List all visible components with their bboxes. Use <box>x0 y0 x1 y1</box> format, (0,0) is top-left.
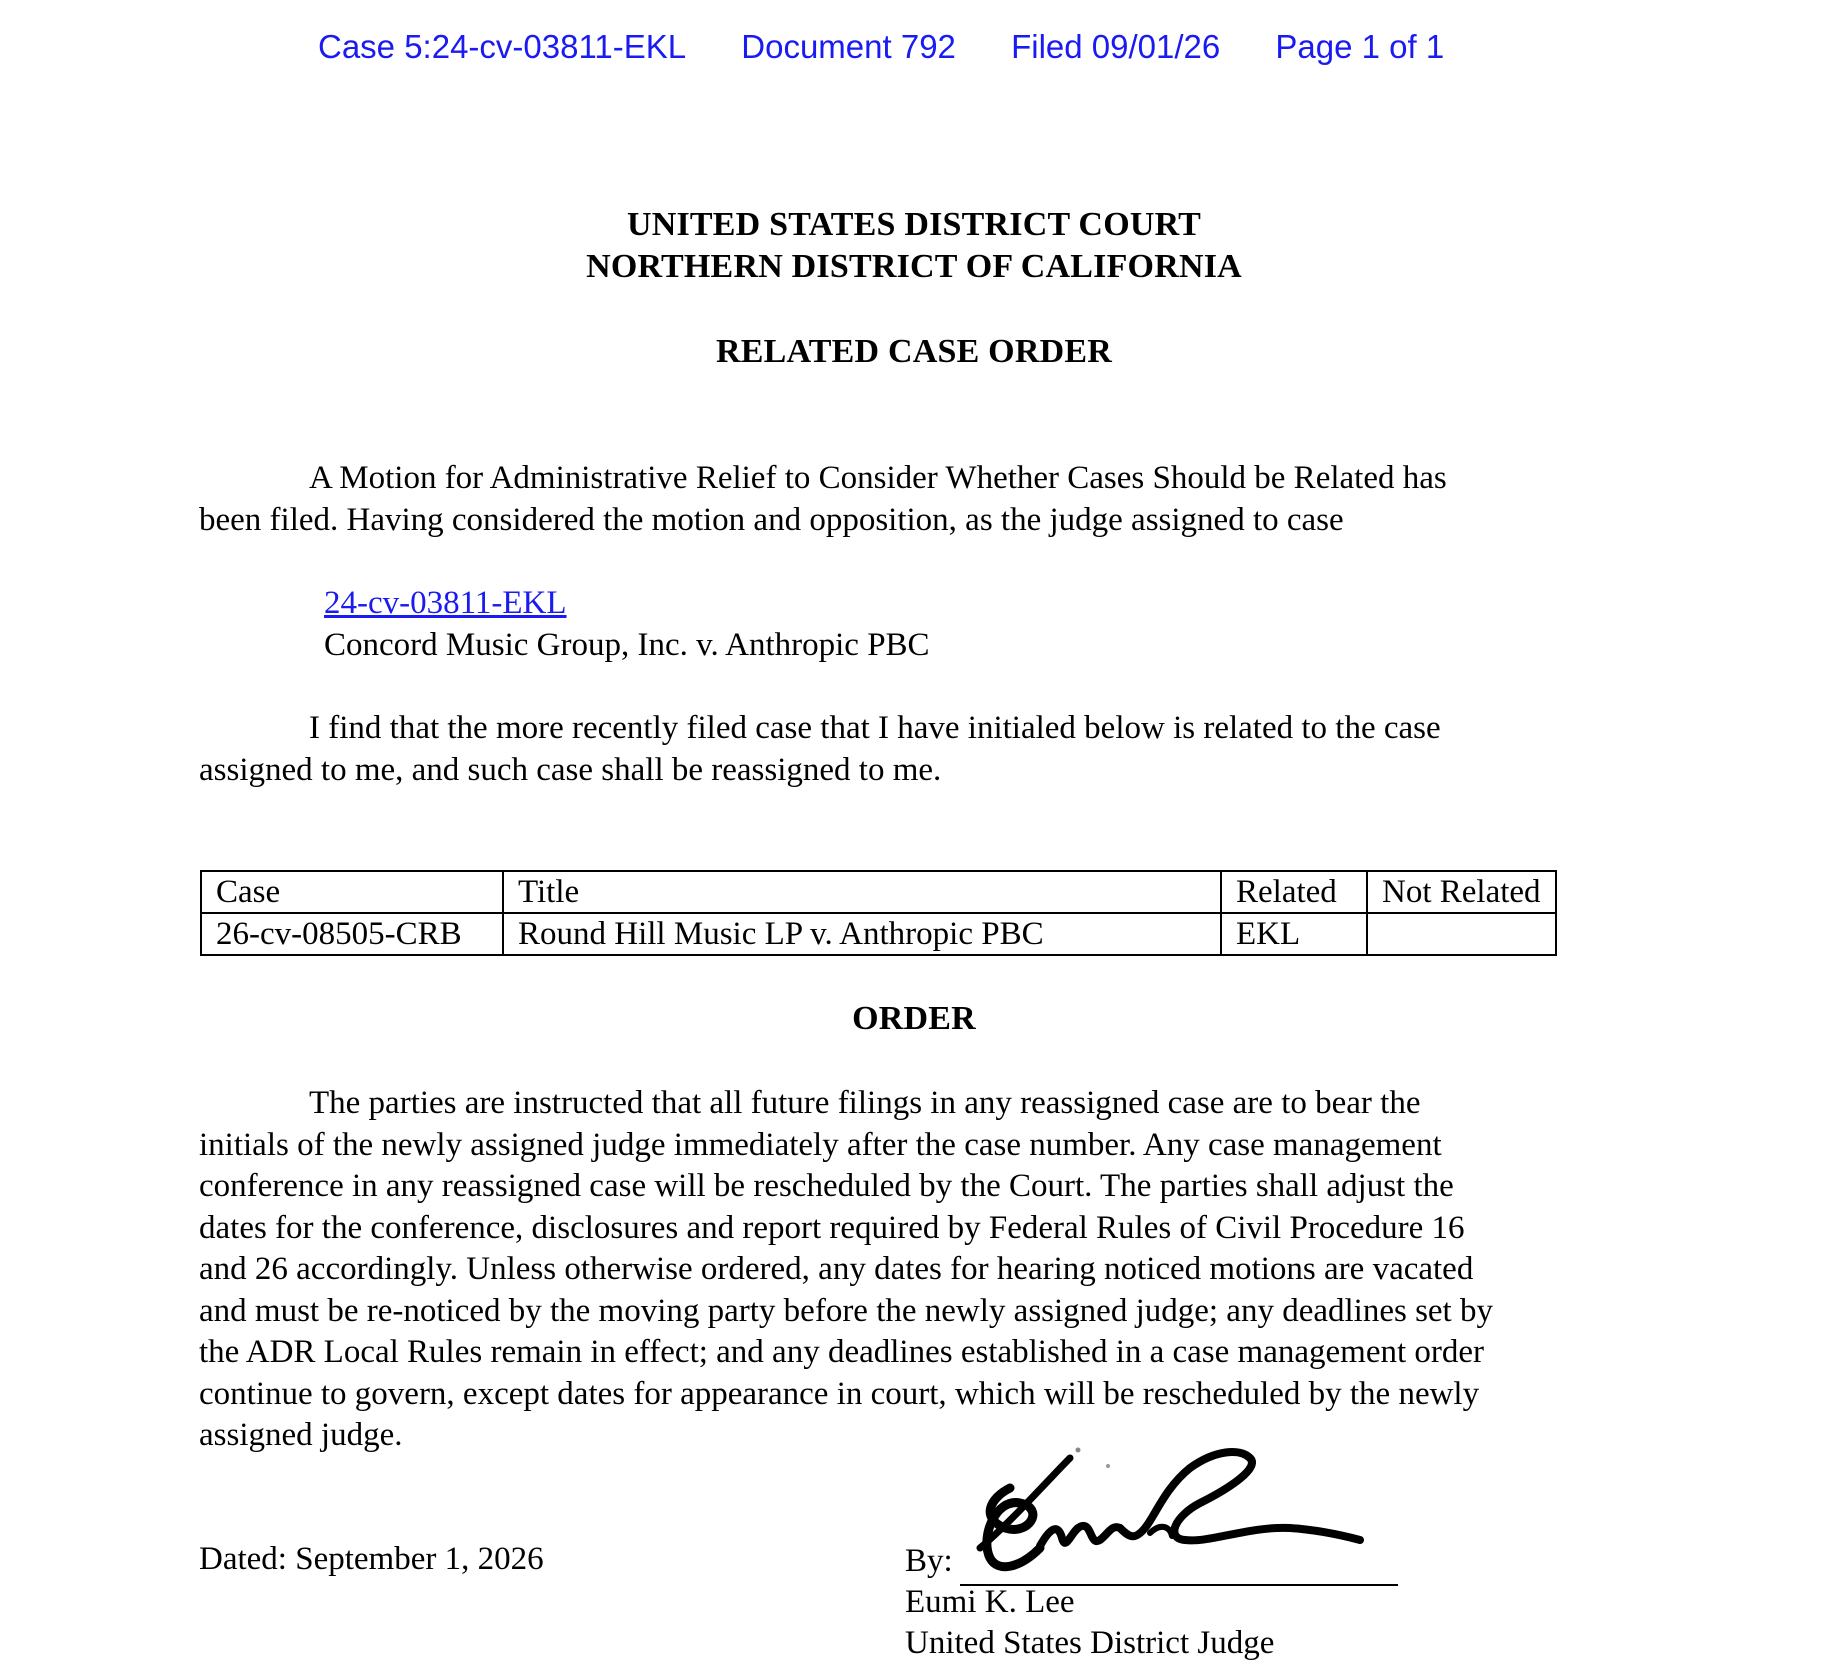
finding-paragraph <box>199 708 1619 791</box>
ecf-header-stamp <box>318 28 1444 66</box>
finding-line-1: I find that the more recently filed case that I have initialed below is related to the case <box>309 710 1441 746</box>
order-line-8: continue to govern, except dates for appearance in court, which will be rescheduled by the newly <box>199 1375 1480 1412</box>
order-line-7: the ADR Local Rules remain in effect; and any deadlines established in a case management order <box>199 1334 1485 1370</box>
row-case-title: Round Hill Music LP v. Anthropic PBC <box>503 913 1221 955</box>
order-heading: ORDER <box>852 1000 976 1037</box>
document-title: RELATED CASE ORDER <box>716 333 1112 370</box>
judge-title: United States District Judge <box>905 1625 1275 1661</box>
dated-line: Dated: September 1, 2026 <box>199 1541 544 1577</box>
related-case-table <box>200 870 1557 956</box>
header-case-number: Case 5:24-cv-03811-EKL <box>318 28 687 65</box>
order-line-5: and 26 accordingly. Unless otherwise ordered, any dates for hearing noticed motions are vacated <box>199 1251 1474 1287</box>
header-related: Related <box>1221 871 1367 913</box>
order-line-4: dates for the conference, disclosures and report required by Federal Rules of Civil Procedure 16 <box>199 1209 1465 1246</box>
judge-name: Eumi K. Lee <box>905 1584 1075 1620</box>
signature-block <box>905 1541 1274 1664</box>
assigned-case-block <box>324 582 930 666</box>
header-title: Title <box>503 871 1221 913</box>
order-line-1: The parties are instructed that all future filings in any reassigned case are to bear the <box>309 1085 1421 1121</box>
header-page-count: Page 1 of 1 <box>1275 28 1445 65</box>
header-document-number: Document 792 <box>741 28 956 65</box>
intro-line-1: A Motion for Administrative Relief to Consider Whether Cases Should be Related has <box>309 460 1447 496</box>
order-line-9: assigned judge. <box>199 1417 403 1453</box>
assigned-case-title: Concord Music Group, Inc. v. Anthropic PBC <box>324 627 930 663</box>
order-paragraph <box>199 1083 1619 1457</box>
table-row <box>201 913 1556 955</box>
intro-line-2: been filed. Having considered the motion and opposition, as the judge assigned to case <box>199 501 1344 538</box>
order-line-6: and must be re-noticed by the moving party before the newly assigned judge; any deadlines set by <box>199 1292 1493 1329</box>
order-line-3: conference in any reassigned case will be rescheduled by the Court. The parties shall adjust the <box>199 1168 1454 1204</box>
header-not-related: Not Related <box>1367 871 1556 913</box>
row-case-number: 26-cv-08505-CRB <box>201 913 503 955</box>
intro-paragraph <box>199 458 1619 541</box>
court-name-line1: UNITED STATES DISTRICT COURT <box>626 206 1202 243</box>
row-not-related <box>1367 913 1556 955</box>
table-header-row <box>201 871 1556 913</box>
row-related-initials: EKL <box>1221 913 1367 955</box>
header-case: Case <box>201 871 503 913</box>
finding-line-2: assigned to me, and such case shall be reassigned to me. <box>199 751 942 788</box>
order-line-2: initials of the newly assigned judge immediately after the case number. Any case management <box>199 1126 1442 1163</box>
by-label: By: <box>905 1543 953 1579</box>
header-filed-date: Filed 09/01/26 <box>1011 28 1221 65</box>
assigned-case-link[interactable]: 24-cv-03811-EKL <box>324 585 567 621</box>
court-name-line2: NORTHERN DISTRICT OF CALIFORNIA <box>586 248 1242 285</box>
